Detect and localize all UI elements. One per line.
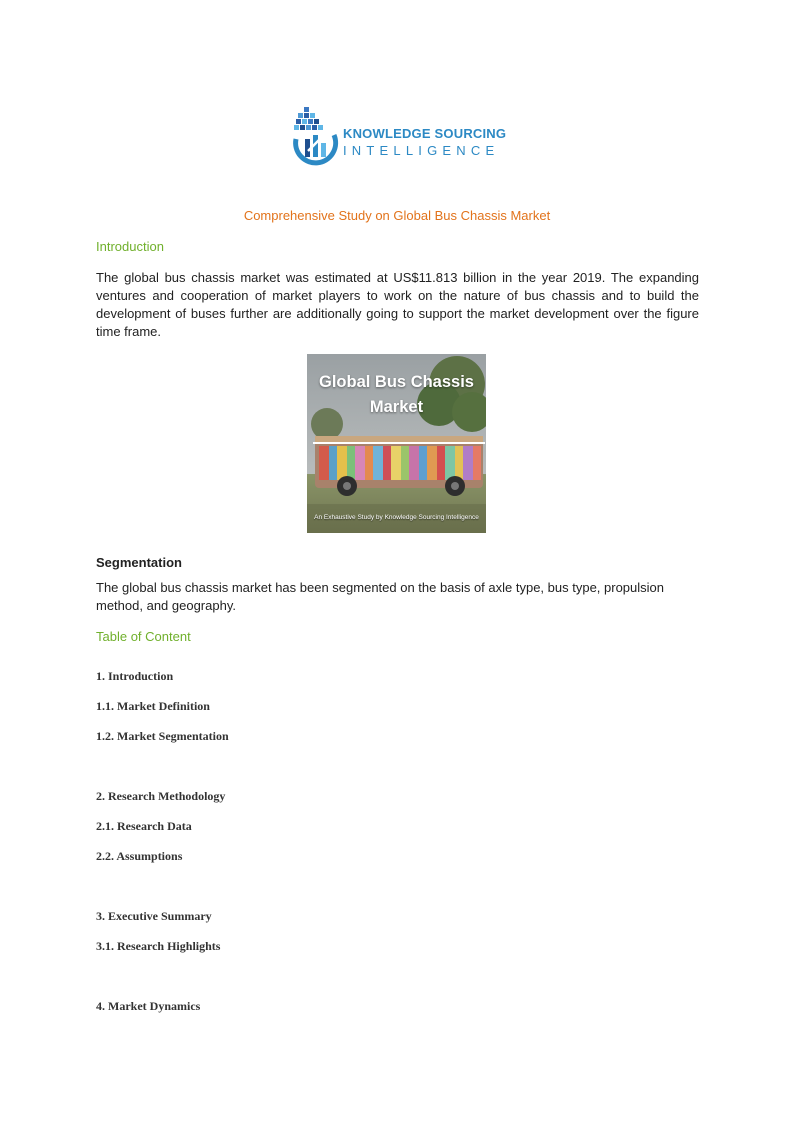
cover-subtitle: An Exhaustive Study by Knowledge Sourcing Intelligence	[314, 514, 479, 521]
toc-item: 2.2. Assumptions	[96, 849, 183, 863]
toc-item: 3. Executive Summary	[96, 909, 212, 923]
toc-item: 2.1. Research Data	[96, 819, 192, 833]
document-title: Comprehensive Study on Global Bus Chassis Market	[243, 208, 551, 223]
toc-item: 3.1. Research Highlights	[96, 939, 221, 953]
toc-item: 1. Introduction	[96, 669, 174, 683]
toc-item: 4. Market Dynamics	[96, 999, 201, 1013]
company-logo	[290, 105, 510, 167]
cover-title-line2: Market	[369, 398, 424, 416]
toc-item: 1.1. Market Definition	[96, 699, 210, 713]
cover-image	[307, 354, 486, 533]
introduction-paragraph: The global bus chassis market was estimated at US$11.813 billion in the year 2019. The expanding ventures and cooperation of market players to work on the nature of bus chassis and to build the development of buses further are additionally going to support the market development over the figure time frame.	[96, 270, 699, 339]
logo-text-line2: INTELLIGENCE	[343, 143, 500, 158]
introduction-heading: Introduction	[96, 239, 164, 254]
cover-title	[307, 370, 486, 420]
logo-mark-icon	[290, 105, 342, 167]
toc-item: 2. Research Methodology	[96, 789, 226, 803]
logo-text-line1: KNOWLEDGE SOURCING	[343, 126, 507, 141]
toc-item: 1.2. Market Segmentation	[96, 729, 229, 743]
cover-title-line1: Global Bus Chassis	[319, 373, 474, 391]
toc-heading: Table of Content	[96, 629, 191, 644]
segmentation-paragraph: The global bus chassis market has been segmented on the basis of axle type, bus type, propulsion method, and geography.	[96, 580, 665, 613]
segmentation-heading: Segmentation	[96, 555, 182, 570]
